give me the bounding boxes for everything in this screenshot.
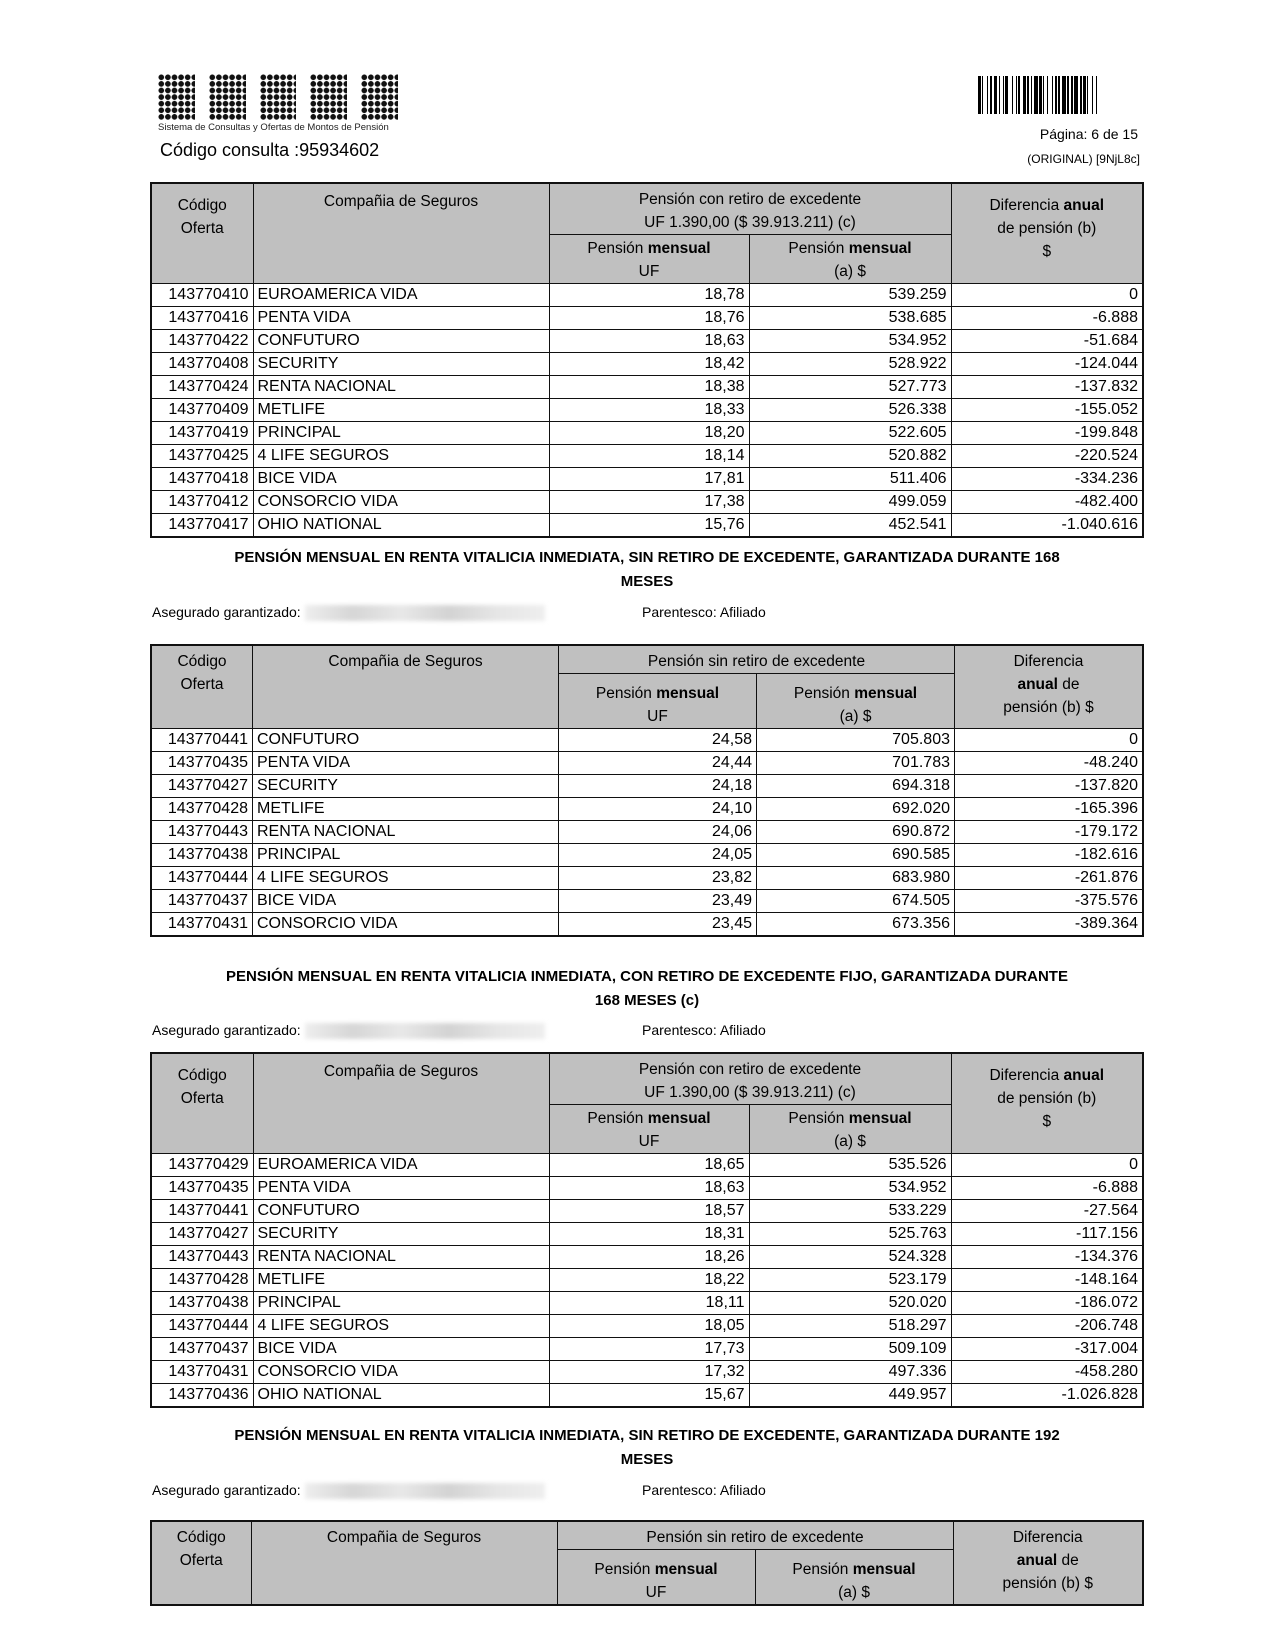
compania-name: CONSORCIO VIDA	[253, 1361, 549, 1384]
asegurado-garantizado: Asegurado garantizado:	[152, 604, 545, 621]
header-compania: Compañia de Seguros	[251, 1521, 557, 1605]
header-codigo-oferta: Código Oferta	[151, 1053, 253, 1154]
codigo-oferta: 143770443	[151, 1246, 253, 1269]
compania-name: EUROAMERICA VIDA	[253, 1154, 549, 1177]
compania-name: METLIFE	[253, 1269, 549, 1292]
table-row	[151, 330, 1143, 353]
header-pension-uf: Pensión mensual UF	[549, 1105, 749, 1154]
table-row	[151, 821, 1143, 844]
table-row	[151, 867, 1143, 890]
compania-name: CONSORCIO VIDA	[253, 913, 559, 937]
header-pension-pesos: Pensión mensual (a) $	[749, 235, 951, 284]
header-compania: Compañia de Seguros	[253, 645, 559, 729]
codigo-oferta: 143770438	[151, 1292, 253, 1315]
table-row	[151, 307, 1143, 330]
codigo-oferta: 143770438	[151, 844, 253, 867]
pension-uf: 23,49	[559, 890, 757, 913]
codigo-consulta	[160, 140, 379, 161]
compania-name: CONFUTURO	[253, 330, 549, 353]
pension-pesos: 523.179	[749, 1269, 951, 1292]
compania-name: PENTA VIDA	[253, 307, 549, 330]
codigo-oferta: 143770410	[151, 284, 253, 307]
pension-uf: 15,76	[549, 514, 749, 538]
codigo-oferta: 143770422	[151, 330, 253, 353]
redacted-name	[305, 605, 545, 621]
codigo-oferta: 143770435	[151, 1177, 253, 1200]
compania-name: BICE VIDA	[253, 468, 549, 491]
codigo-oferta: 143770441	[151, 729, 253, 752]
redacted-name	[305, 1023, 545, 1039]
pension-pesos: 524.328	[749, 1246, 951, 1269]
header-codigo-oferta: Código Oferta	[151, 645, 253, 729]
pension-uf: 18,20	[549, 422, 749, 445]
pension-uf: 17,32	[549, 1361, 749, 1384]
diferencia-anual: -137.832	[951, 376, 1143, 399]
header-codigo-oferta: Código Oferta	[151, 1521, 251, 1605]
codigo-oferta: 143770417	[151, 514, 253, 538]
compania-name: RENTA NACIONAL	[253, 1246, 549, 1269]
codigo-oferta: 143770431	[151, 1361, 253, 1384]
diferencia-anual: -48.240	[955, 752, 1144, 775]
codigo-oferta: 143770444	[151, 867, 253, 890]
pension-uf: 18,22	[549, 1269, 749, 1292]
pension-uf: 17,81	[549, 468, 749, 491]
header-compania: Compañia de Seguros	[253, 1053, 549, 1154]
table-row	[151, 1223, 1143, 1246]
codigo-oferta: 143770437	[151, 890, 253, 913]
asegurado-garantizado: Asegurado garantizado:	[152, 1482, 545, 1499]
diferencia-anual: -6.888	[951, 307, 1143, 330]
diferencia-anual: -206.748	[951, 1315, 1143, 1338]
diferencia-anual: -458.280	[951, 1361, 1143, 1384]
pension-pesos: 522.605	[749, 422, 951, 445]
codigo-oferta: 143770424	[151, 376, 253, 399]
pension-pesos: 449.957	[749, 1384, 951, 1408]
pension-pesos: 538.685	[749, 307, 951, 330]
table-row	[151, 1292, 1143, 1315]
compania-name: SECURITY	[253, 353, 549, 376]
compania-name: PRINCIPAL	[253, 422, 549, 445]
pension-pesos: 694.318	[757, 775, 955, 798]
header-pension-uf: Pensión mensual UF	[549, 235, 749, 284]
compania-name: CONSORCIO VIDA	[253, 491, 549, 514]
pension-pesos: 452.541	[749, 514, 951, 538]
pension-pesos: 539.259	[749, 284, 951, 307]
pension-pesos: 525.763	[749, 1223, 951, 1246]
compania-name: EUROAMERICA VIDA	[253, 284, 549, 307]
table-row	[151, 1177, 1143, 1200]
diferencia-anual: -6.888	[951, 1177, 1143, 1200]
table-row	[151, 353, 1143, 376]
codigo-consulta-label: Código consulta :	[160, 140, 300, 160]
table-row	[151, 913, 1143, 937]
compania-name: PENTA VIDA	[253, 1177, 549, 1200]
pension-pesos: 705.803	[757, 729, 955, 752]
codigo-oferta: 143770419	[151, 422, 253, 445]
pension-uf: 23,45	[559, 913, 757, 937]
compania-name: CONFUTURO	[253, 1200, 549, 1223]
compania-name: PENTA VIDA	[253, 752, 559, 775]
diferencia-anual: -199.848	[951, 422, 1143, 445]
compania-name: RENTA NACIONAL	[253, 821, 559, 844]
parentesco: Parentesco: Afiliado	[642, 1482, 766, 1498]
diferencia-anual: -137.820	[955, 775, 1144, 798]
pension-uf: 24,58	[559, 729, 757, 752]
table-row	[151, 729, 1143, 752]
diferencia-anual: -27.564	[951, 1200, 1143, 1223]
table-row	[151, 798, 1143, 821]
parentesco: Parentesco: Afiliado	[642, 604, 766, 620]
diferencia-anual: -389.364	[955, 913, 1144, 937]
table-row	[151, 491, 1143, 514]
header-pension-pesos: Pensión mensual (a) $	[749, 1105, 951, 1154]
diferencia-anual: -186.072	[951, 1292, 1143, 1315]
scomp-logo	[158, 74, 398, 133]
diferencia-anual: 0	[951, 1154, 1143, 1177]
pension-pesos: 674.505	[757, 890, 955, 913]
codigo-oferta: 143770429	[151, 1154, 253, 1177]
table-row	[151, 1200, 1143, 1223]
table-row	[151, 775, 1143, 798]
parentesco: Parentesco: Afiliado	[642, 1022, 766, 1038]
pension-uf: 18,38	[549, 376, 749, 399]
codigo-oferta: 143770443	[151, 821, 253, 844]
pension-uf: 18,78	[549, 284, 749, 307]
codigo-oferta: 143770425	[151, 445, 253, 468]
header-diferencia: Diferencia anual de pensión (b) $	[951, 183, 1143, 284]
diferencia-anual: -182.616	[955, 844, 1144, 867]
pension-uf: 24,05	[559, 844, 757, 867]
diferencia-anual: 0	[955, 729, 1144, 752]
diferencia-anual: -220.524	[951, 445, 1143, 468]
pension-pesos: 701.783	[757, 752, 955, 775]
diferencia-anual: 0	[951, 284, 1143, 307]
codigo-oferta: 143770427	[151, 775, 253, 798]
compania-name: 4 LIFE SEGUROS	[253, 867, 559, 890]
table-row	[151, 422, 1143, 445]
header-pension-uf: Pensión mensual UF	[559, 674, 757, 729]
pension-pesos: 497.336	[749, 1361, 951, 1384]
table-row	[151, 752, 1143, 775]
pension-uf: 18,76	[549, 307, 749, 330]
diferencia-anual: -124.044	[951, 353, 1143, 376]
table-row	[151, 514, 1143, 538]
pension-uf: 24,18	[559, 775, 757, 798]
table-row	[151, 468, 1143, 491]
header-pension-group: Pensión sin retiro de excedente	[559, 645, 955, 674]
pension-pesos: 533.229	[749, 1200, 951, 1223]
header-pension-pesos: Pensión mensual (a) $	[757, 674, 955, 729]
pension-uf: 18,26	[549, 1246, 749, 1269]
compania-name: PRINCIPAL	[253, 1292, 549, 1315]
pension-pesos: 511.406	[749, 468, 951, 491]
diferencia-anual: -155.052	[951, 399, 1143, 422]
compania-name: CONFUTURO	[253, 729, 559, 752]
codigo-oferta: 143770431	[151, 913, 253, 937]
codigo-consulta-value: 95934602	[299, 140, 380, 160]
asegurado-garantizado: Asegurado garantizado:	[152, 1022, 545, 1039]
compania-name: PRINCIPAL	[253, 844, 559, 867]
pension-uf: 18,33	[549, 399, 749, 422]
diferencia-anual: -261.876	[955, 867, 1144, 890]
pension-table-con-retiro-168	[150, 1052, 1144, 1408]
pension-uf: 15,67	[549, 1384, 749, 1408]
compania-name: BICE VIDA	[253, 1338, 549, 1361]
codigo-oferta: 143770418	[151, 468, 253, 491]
pension-table-con-retiro-1	[150, 182, 1144, 538]
diferencia-anual: -375.576	[955, 890, 1144, 913]
header-pension-uf: Pensión mensual UF	[557, 1550, 755, 1606]
codigo-oferta: 143770416	[151, 307, 253, 330]
diferencia-anual: -51.684	[951, 330, 1143, 353]
pension-pesos: 520.882	[749, 445, 951, 468]
codigo-oferta: 143770441	[151, 1200, 253, 1223]
pension-uf: 24,06	[559, 821, 757, 844]
header-pension-pesos: Pensión mensual (a) $	[755, 1550, 953, 1606]
pension-pesos: 499.059	[749, 491, 951, 514]
table-row	[151, 445, 1143, 468]
header-pension-group: Pensión sin retiro de excedente	[557, 1521, 953, 1550]
pension-uf: 18,31	[549, 1223, 749, 1246]
pension-pesos: 527.773	[749, 376, 951, 399]
diferencia-anual: -148.164	[951, 1269, 1143, 1292]
header-diferencia: Diferencia anual de pensión (b) $	[953, 1521, 1143, 1605]
pension-uf: 18,63	[549, 1177, 749, 1200]
pension-table-sin-retiro-192	[150, 1520, 1144, 1606]
header-pension-group: Pensión con retiro de excedente UF 1.390,00 ($ 39.913.211) (c)	[549, 1053, 951, 1105]
diferencia-anual: -117.156	[951, 1223, 1143, 1246]
diferencia-anual: -179.172	[955, 821, 1144, 844]
document-original-code: (ORIGINAL) [9NjL8c]	[1027, 152, 1140, 166]
compania-name: METLIFE	[253, 798, 559, 821]
compania-name: RENTA NACIONAL	[253, 376, 549, 399]
pension-pesos: 526.338	[749, 399, 951, 422]
codigo-oferta: 143770408	[151, 353, 253, 376]
pension-pesos: 535.526	[749, 1154, 951, 1177]
pension-pesos: 683.980	[757, 867, 955, 890]
pension-pesos: 534.952	[749, 330, 951, 353]
table-row	[151, 1269, 1143, 1292]
section-title-sin-retiro-168: PENSIÓN MENSUAL EN RENTA VITALICIA INMEDIATA, SIN RETIRO DE EXCEDENTE, GARANTIZADA DURANTE 168 MESES	[234, 549, 1060, 590]
table-row	[151, 1246, 1143, 1269]
table-row	[151, 1338, 1143, 1361]
header-codigo-oferta: Código Oferta	[151, 183, 253, 284]
compania-name: OHIO NATIONAL	[253, 1384, 549, 1408]
diferencia-anual: -1.026.828	[951, 1384, 1143, 1408]
redacted-name	[305, 1483, 545, 1499]
codigo-oferta: 143770436	[151, 1384, 253, 1408]
compania-name: SECURITY	[253, 1223, 549, 1246]
pension-uf: 18,11	[549, 1292, 749, 1315]
pension-pesos: 509.109	[749, 1338, 951, 1361]
barcode-icon	[978, 76, 1142, 114]
pension-table-sin-retiro-168	[150, 644, 1144, 937]
pension-uf: 18,14	[549, 445, 749, 468]
table-row	[151, 284, 1143, 307]
pension-uf: 18,42	[549, 353, 749, 376]
pension-uf: 17,38	[549, 491, 749, 514]
codigo-oferta: 143770444	[151, 1315, 253, 1338]
compania-name: METLIFE	[253, 399, 549, 422]
compania-name: OHIO NATIONAL	[253, 514, 549, 538]
pension-uf: 18,63	[549, 330, 749, 353]
header-diferencia: Diferencia anual de pensión (b) $	[955, 645, 1144, 729]
compania-name: 4 LIFE SEGUROS	[253, 445, 549, 468]
pension-uf: 18,57	[549, 1200, 749, 1223]
pension-pesos: 692.020	[757, 798, 955, 821]
codigo-oferta: 143770412	[151, 491, 253, 514]
header-pension-group: Pensión con retiro de excedente UF 1.390,00 ($ 39.913.211) (c)	[549, 183, 951, 235]
compania-name: BICE VIDA	[253, 890, 559, 913]
diferencia-anual: -317.004	[951, 1338, 1143, 1361]
pension-uf: 23,82	[559, 867, 757, 890]
diferencia-anual: -482.400	[951, 491, 1143, 514]
table-row	[151, 1315, 1143, 1338]
codigo-oferta: 143770435	[151, 752, 253, 775]
table-row	[151, 1384, 1143, 1408]
header-compania: Compañia de Seguros	[253, 183, 549, 284]
pension-pesos: 673.356	[757, 913, 955, 937]
compania-name: SECURITY	[253, 775, 559, 798]
header-diferencia: Diferencia anual de pensión (b) $	[951, 1053, 1143, 1154]
pension-pesos: 690.872	[757, 821, 955, 844]
diferencia-anual: -134.376	[951, 1246, 1143, 1269]
pension-uf: 24,44	[559, 752, 757, 775]
page-number: Página: 6 de 15	[1039, 126, 1138, 142]
codigo-oferta: 143770437	[151, 1338, 253, 1361]
diferencia-anual: -334.236	[951, 468, 1143, 491]
pension-pesos: 518.297	[749, 1315, 951, 1338]
pension-uf: 17,73	[549, 1338, 749, 1361]
pension-uf: 18,05	[549, 1315, 749, 1338]
section-title-sin-retiro-192: PENSIÓN MENSUAL EN RENTA VITALICIA INMEDIATA, SIN RETIRO DE EXCEDENTE, GARANTIZADA DURANTE 192 MESES	[234, 1427, 1060, 1468]
pension-pesos: 520.020	[749, 1292, 951, 1315]
codigo-oferta: 143770428	[151, 1269, 253, 1292]
diferencia-anual: -1.040.616	[951, 514, 1143, 538]
table-row	[151, 399, 1143, 422]
table-row	[151, 844, 1143, 867]
pension-pesos: 534.952	[749, 1177, 951, 1200]
pension-pesos: 528.922	[749, 353, 951, 376]
codigo-oferta: 143770428	[151, 798, 253, 821]
table-row	[151, 1361, 1143, 1384]
logo-subtitle: Sistema de Consultas y Ofertas de Montos de Pensión	[158, 122, 389, 133]
pension-uf: 18,65	[549, 1154, 749, 1177]
table-row	[151, 890, 1143, 913]
codigo-oferta: 143770427	[151, 1223, 253, 1246]
scomp-logo-mark	[158, 74, 398, 120]
table-row	[151, 376, 1143, 399]
pension-pesos: 690.585	[757, 844, 955, 867]
compania-name: 4 LIFE SEGUROS	[253, 1315, 549, 1338]
diferencia-anual: -165.396	[955, 798, 1144, 821]
codigo-oferta: 143770409	[151, 399, 253, 422]
table-row	[151, 1154, 1143, 1177]
section-title-con-retiro-168: PENSIÓN MENSUAL EN RENTA VITALICIA INMEDIATA, CON RETIRO DE EXCEDENTE FIJO, GARANTIZADA DURANTE 168 MESES (c)	[226, 968, 1068, 1009]
pension-uf: 24,10	[559, 798, 757, 821]
